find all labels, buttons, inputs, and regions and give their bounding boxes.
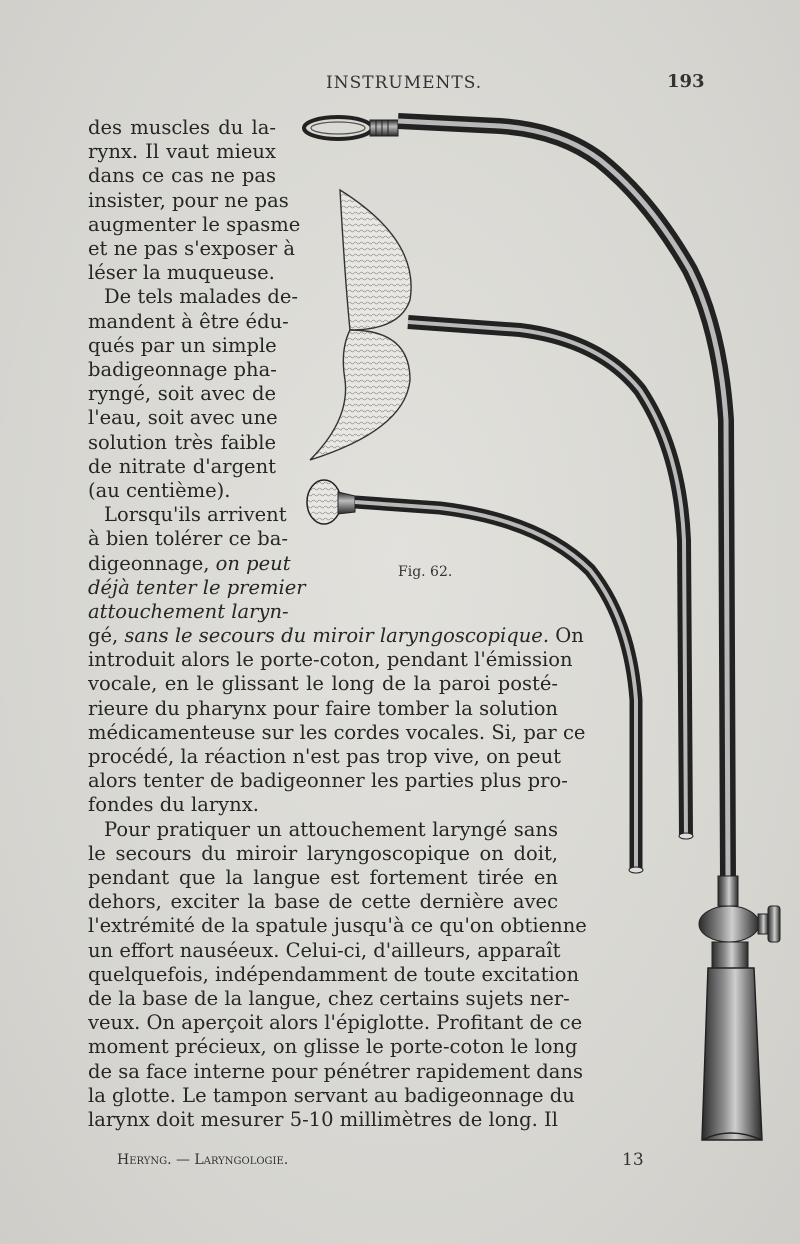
text-line: de sa face interne pour pénétrer rapidement dans	[88, 1059, 583, 1083]
text-line: des muscles du la-	[88, 116, 276, 139]
text-line: procédé, la réaction n'est pas trop vive, on peut	[88, 745, 561, 768]
figure-caption: Fig. 62.	[398, 564, 453, 580]
text-line: dehors, exciter la base de cette dernière avec	[88, 890, 558, 914]
text-line: de la base de la langue, chez certains sujets ner-	[88, 987, 570, 1010]
text-line: dans ce cas ne pas	[88, 164, 276, 188]
text-line: rieure du pharynx pour faire tomber la solution	[88, 696, 558, 720]
text-line: augmenter le spasme	[88, 212, 301, 236]
signature-mark: 13	[622, 1150, 644, 1170]
text-line: (au centième).	[88, 479, 231, 502]
text-line: qués par un simple	[88, 333, 277, 357]
text-line: gé, sans le secours du miroir laryngoscopique. On	[88, 624, 584, 647]
running-head: INSTRUMENTS.	[326, 73, 483, 93]
text-line: introduit alors le porte-coton, pendant l'émission	[88, 648, 573, 672]
text-line: médicamenteuse sur les cordes vocales. Si, par ce	[88, 720, 586, 744]
text-line: ryngé, soit avec de	[88, 382, 276, 406]
text-line: solution très faible	[88, 430, 276, 454]
text-line: l'extrémité de la spatule jusqu'à ce qu'on obtienne	[88, 914, 587, 938]
instrument-bulb-tip	[307, 480, 643, 873]
text-line: et ne pas s'exposer à	[88, 237, 296, 260]
text-line: pendant que la langue est fortement tirée en	[88, 866, 558, 889]
footer-author-title: Heryng. — Laryngologie.	[117, 1152, 289, 1168]
text-line: digeonnage, on peut	[88, 551, 291, 575]
text-line: le secours du miroir laryngoscopique on doit,	[88, 841, 558, 865]
text-line: de nitrate d'argent	[88, 454, 276, 478]
text-line: à bien tolérer ce ba-	[88, 527, 288, 551]
text-line: rynx. Il vaut mieux	[88, 140, 276, 164]
text-line: mandent à être édu-	[88, 309, 289, 333]
text-line: un effort nauséeux. Celui-ci, d'ailleurs, apparaît	[88, 938, 561, 962]
text-line: l'eau, soit avec une	[88, 406, 278, 430]
text-line: insister, pour ne pas	[88, 188, 289, 212]
text-line: veux. On aperçoit alors l'épiglotte. Profitant de ce	[88, 1011, 583, 1035]
text-line: badigeonnage pha-	[88, 358, 277, 381]
text-line: alors tenter de badigeonner les parties plus pro-	[88, 769, 568, 793]
text-line: larynx doit mesurer 5-10 millimètres de long. Il	[88, 1108, 558, 1131]
text-line: fondes du larynx.	[88, 793, 259, 817]
text-line: De tels malades de-	[104, 285, 299, 309]
text-line: moment précieux, on glisse le porte-coton le long	[88, 1035, 578, 1059]
text-line: attouchement laryn-	[88, 600, 289, 623]
text-line: vocale, en le glissant le long de la paroi posté-	[88, 672, 558, 696]
text-line: léser la muqueuse.	[88, 261, 275, 285]
text-line: quelquefois, indépendamment de toute excitation	[88, 962, 580, 986]
text-line: Pour pratiquer un attouchement laryngé sans	[104, 817, 558, 841]
text-line: la glotte. Le tampon servant au badigeonnage du	[88, 1083, 575, 1107]
text-line: Lorsqu'ils arrivent	[104, 503, 287, 527]
page-number: 193	[667, 71, 705, 92]
text-line: déjà tenter le premier	[88, 575, 306, 599]
